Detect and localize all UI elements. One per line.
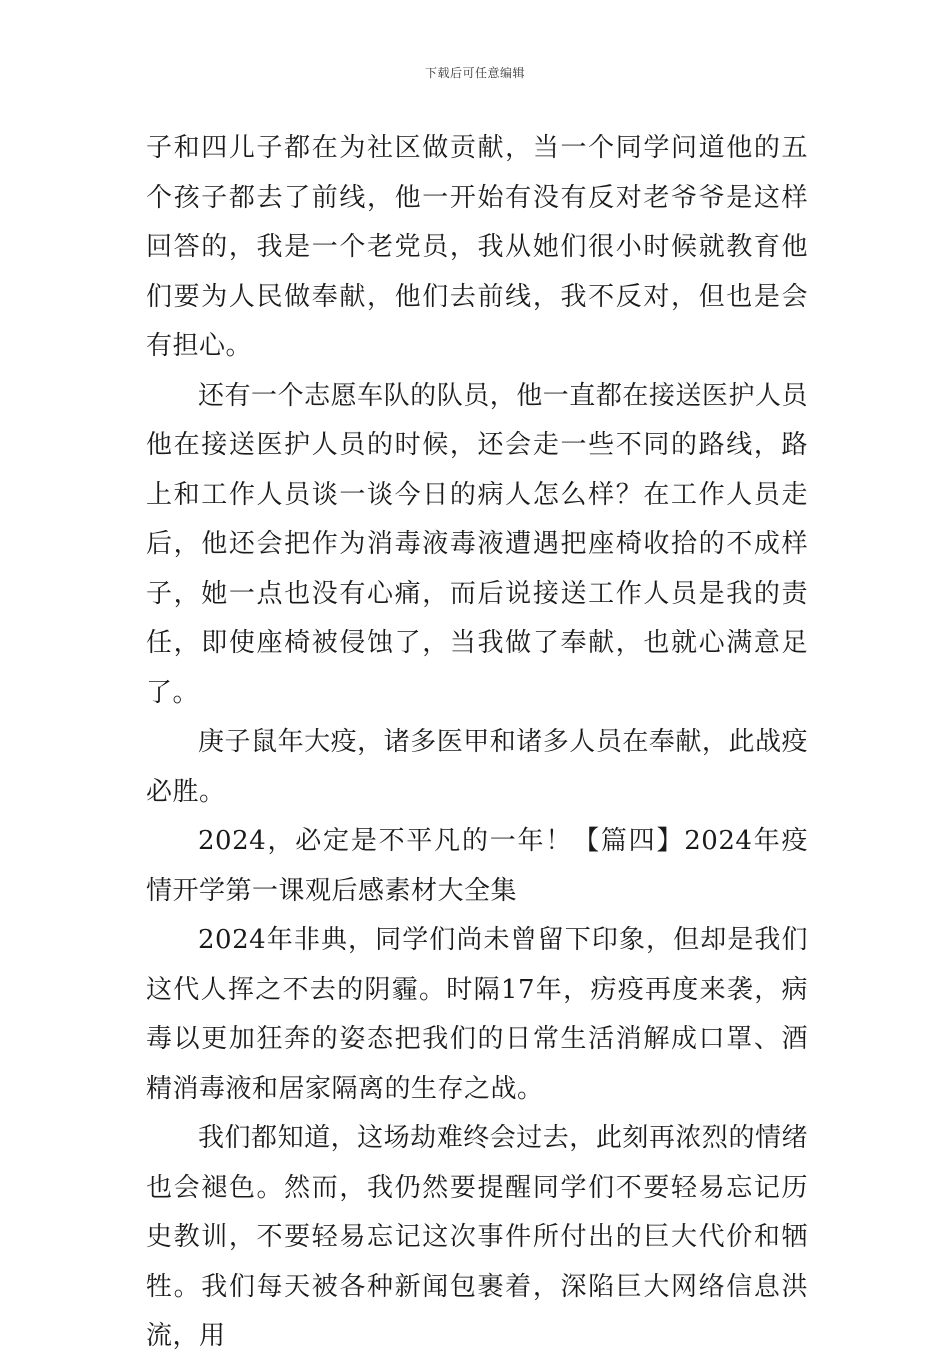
paragraph: 子和四儿子都在为社区做贡献，当一个同学问道他的五个孩子都去了前线，他一开始有没有反对老爷爷是这样回答的，我是一个老党员，我从她们很小时候就教育他们要为人民做奉献，他们去前线，我不反对，但也是会有担心。 <box>146 133 808 361</box>
paragraph: 2024，必定是不平凡的一年！【篇四】2024年疫情开学第一课观后感素材大全集 <box>146 826 808 906</box>
paragraph: 还有一个志愿车队的队员，他一直都在接送医护人员他在接送医护人员的时候，还会走一些不同的路线，路上和工作人员谈一谈今日的病人怎么样？在工作人员走后，他还会把作为消毒液毒液遭遇把座椅收拾的不成样子，她一点也没有心痛，而后说接送工作人员是我的责任，即使座椅被侵蚀了，当我做了奉献，也就心满意足了。 <box>146 380 808 708</box>
paragraph: 2024年非典，同学们尚未曾留下印象，但却是我们这代人挥之不去的阴霾。时隔17年，疠疫再度来袭，病毒以更加狂奔的姿态把我们的日常生活消解成口罩、酒精消毒液和居家隔离的生存之战。 <box>146 925 808 1104</box>
document-body <box>146 124 808 1362</box>
paragraph: 庚子鼠年大疫，诸多医甲和诸多人员在奉献，此战疫必胜。 <box>146 727 808 807</box>
page-header: 下载后可任意编辑 <box>424 66 525 80</box>
paragraph: 我们都知道，这场劫难终会过去，此刻再浓烈的情绪也会褪色。然而，我仍然要提醒同学们不要轻易忘记历史教训，不要轻易忘记这次事件所付出的巨大代价和牺牲。我们每天被各种新闻包裹着，深陷巨大网络信息洪流，用 <box>146 1123 808 1351</box>
